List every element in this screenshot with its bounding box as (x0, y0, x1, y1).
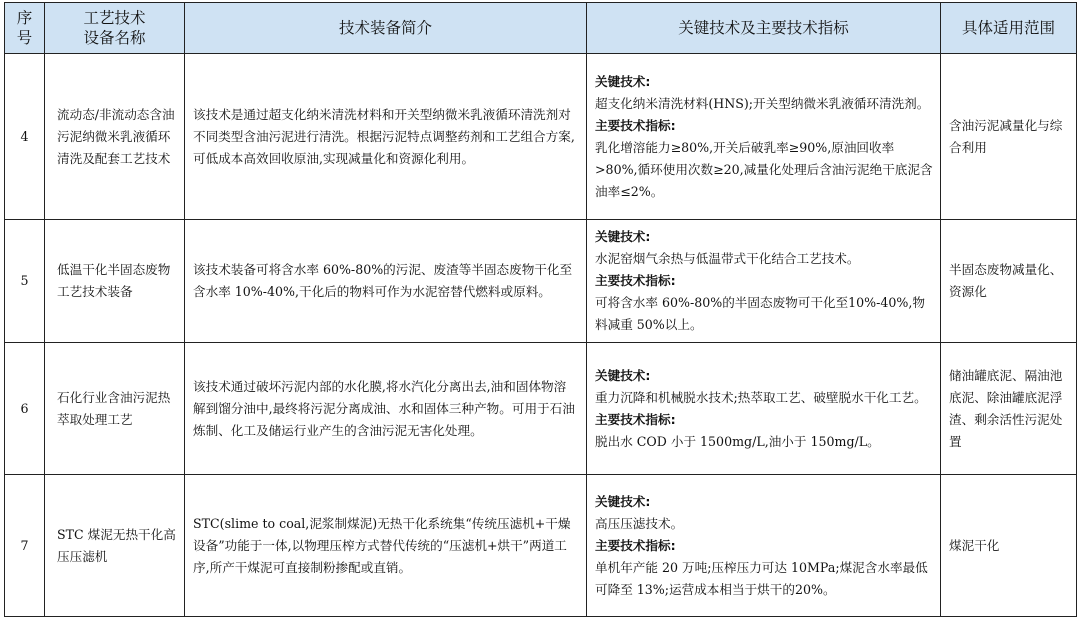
tech-intro: 该技术通过破坏污泥内部的水化膜,将水汽化分离出去,油和固体物溶解到馏分油中,最终将污泥分离成油、水和固体三种产物。可用于石油炼制、化工及储运行业产生的含油污泥无害化处理。 (185, 343, 587, 475)
key-tech-label: 关键技术: (595, 367, 651, 383)
main-index-label: 主要技术指标: (595, 117, 676, 133)
tech-scope: 煤泥干化 (941, 475, 1077, 617)
tech-scope: 半固态废物减量化、资源化 (941, 220, 1077, 343)
main-index-label: 主要技术指标: (595, 411, 676, 427)
table-row (5, 343, 1077, 475)
header-intro: 技术装备简介 (185, 3, 587, 54)
key-tech-label: 关键技术: (595, 229, 651, 244)
header-key: 关键技术及主要技术指标 (587, 3, 941, 54)
row-number: 4 (5, 54, 45, 220)
tech-name: 低温干化半固态废物工艺技术装备 (45, 220, 185, 343)
main-index-label: 主要技术指标: (595, 273, 676, 288)
row-number: 6 (5, 343, 45, 475)
tech-intro: 该技术是通过超支化纳米清洗材料和开关型纳微米乳液循环清洗剂对不同类型含油污泥进行清洗。根据污泥特点调整药剂和工艺组合方案,可低成本高效回收原油,实现减量化和资源化利用。 (185, 54, 587, 220)
tech-name: 流动态/非流动态含油污泥纳微米乳液循环清洗及配套工艺技术 (45, 54, 185, 220)
table-header-row (5, 3, 1077, 54)
main-index-text: 可将含水率 60%-80%的半固态废物可干化至10%-40%,物料减重 50%以上。 (595, 295, 925, 332)
table-row (5, 220, 1077, 343)
technology-table (4, 2, 1077, 617)
header-scope: 具体适用范围 (941, 3, 1077, 54)
main-index-label: 主要技术指标: (595, 537, 676, 553)
key-tech-label: 关键技术: (595, 73, 651, 89)
header-no: 序 号 (5, 3, 45, 54)
tech-intro: STC(slime to coal,泥浆制煤泥)无热干化系统集“传统压滤机+干燥设备”功能于一体,以物理压榨方式替代传统的“压滤机+烘干”两道工序,所产干煤泥可直接制粉掺配或直销。 (185, 475, 587, 617)
key-tech-text: 超支化纳米清洗材料(HNS);开关型纳微米乳液循环清洗剂。 (595, 95, 930, 111)
main-index-text: 脱出水 COD 小于 1500mg/L,油小于 150mg/L。 (595, 433, 880, 449)
tech-key-indicators (587, 475, 941, 617)
tech-key-indicators (587, 343, 941, 475)
key-tech-text: 重力沉降和机械脱水技术;热萃取工艺、破壁脱水干化工艺。 (595, 389, 927, 405)
key-tech-text: 高压压滤技术。 (595, 515, 684, 531)
table-row (5, 54, 1077, 220)
key-tech-label: 关键技术: (595, 493, 651, 509)
key-tech-text: 水泥窑烟气余热与低温带式干化结合工艺技术。 (595, 251, 860, 266)
tech-key-indicators (587, 54, 941, 220)
table-row (5, 475, 1077, 617)
main-index-text: 单机年产能 20 万吨;压榨压力可达 10MPa;煤泥含水率最低可降至 13%;运营成本相当于烘干的20%。 (595, 559, 928, 597)
tech-scope: 储油罐底泥、隔油池底泥、除油罐底泥浮渣、剩余活性污泥处置 (941, 343, 1077, 475)
tech-name: 石化行业含油污泥热萃取处理工艺 (45, 343, 185, 475)
tech-key-indicators (587, 220, 941, 343)
tech-name: STC 煤泥无热干化高压压滤机 (45, 475, 185, 617)
tech-intro: 该技术装备可将含水率 60%-80%的污泥、废渣等半固态废物干化至含水率 10%-40%,干化后的物料可作为水泥窑替代燃料或原料。 (185, 220, 587, 343)
row-number: 5 (5, 220, 45, 343)
main-index-text: 乳化增溶能力≥80%,开关后破乳率≥90%,原油回收率>80%,循环使用次数≥20,减量化处理后含油污泥绝干底泥含油率≤2%。 (595, 139, 933, 199)
tech-scope: 含油污泥减量化与综合利用 (941, 54, 1077, 220)
row-number: 7 (5, 475, 45, 617)
header-name: 工艺技术 设备名称 (45, 3, 185, 54)
